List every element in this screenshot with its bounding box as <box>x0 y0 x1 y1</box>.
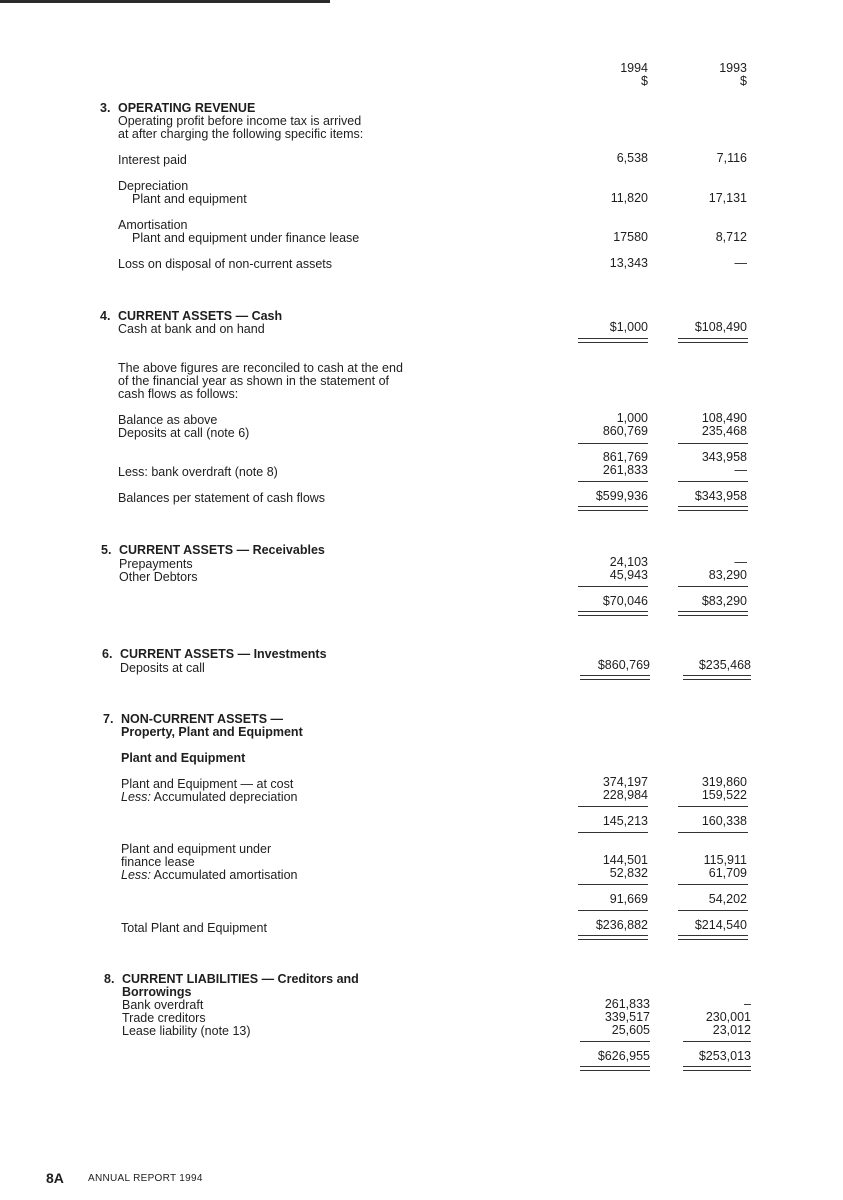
single-rule <box>578 806 648 807</box>
note-text: The above figures are reconciled to cash at the end <box>118 361 403 375</box>
line-label: Depreciation <box>118 179 189 193</box>
subtotal-1994: 91,669 <box>609 892 648 906</box>
single-rule <box>578 443 648 444</box>
label-text: Accumulated depreciation <box>150 790 298 804</box>
line-label: Interest paid <box>118 153 187 167</box>
single-rule <box>578 884 648 885</box>
note-title: NON-CURRENT ASSETS — <box>121 712 284 726</box>
single-rule <box>578 481 648 482</box>
subtotal-1994: 861,769 <box>602 450 648 464</box>
value-1994: 25,605 <box>611 1023 650 1037</box>
single-rule <box>678 481 748 482</box>
section-subheading: Plant and Equipment <box>121 751 246 765</box>
double-rule <box>683 1066 751 1071</box>
total-1994: $70,046 <box>602 594 648 608</box>
double-rule <box>683 675 751 680</box>
single-rule <box>678 884 748 885</box>
subtotal-1993: 160,338 <box>701 814 747 828</box>
line-label: Deposits at call (note 6) <box>118 426 250 440</box>
line-sublabel: Plant and equipment under finance lease <box>132 231 360 245</box>
single-rule <box>678 910 748 911</box>
value-1994: 52,832 <box>609 866 648 880</box>
value-1994: 17580 <box>613 230 648 244</box>
page-number: 8A <box>46 1170 64 1186</box>
line-label: Bank overdraft <box>122 998 204 1012</box>
line-label: Deposits at call <box>120 661 205 675</box>
note-number: 4. <box>100 309 111 323</box>
value-1993: 61,709 <box>708 866 747 880</box>
total-1993: $253,013 <box>698 1049 751 1063</box>
value-1994: 6,538 <box>616 151 648 165</box>
value-1993: 108,490 <box>701 411 747 425</box>
value-1993: 8,712 <box>715 230 747 244</box>
value-1994: 374,197 <box>602 775 648 789</box>
note-text: Operating profit before income tax is arrived <box>118 114 362 128</box>
note-number: 7. <box>103 712 114 726</box>
value-1994: 339,517 <box>604 1010 650 1024</box>
line-label: Prepayments <box>119 557 193 571</box>
line-label: Balances per statement of cash flows <box>118 491 326 505</box>
double-rule <box>578 611 648 616</box>
value-1993: 319,860 <box>701 775 747 789</box>
value-1994: 860,769 <box>602 424 648 438</box>
single-rule <box>678 586 748 587</box>
value-1993: — <box>734 555 747 569</box>
single-rule <box>578 832 648 833</box>
note-text: of the financial year as shown in the statement of <box>118 374 389 388</box>
value-1994: 261,833 <box>604 997 650 1011</box>
line-label: Less: bank overdraft (note 8) <box>118 465 278 479</box>
total-1993: $83,290 <box>701 594 747 608</box>
single-rule <box>678 832 748 833</box>
note-number: 8. <box>104 972 115 986</box>
single-rule <box>678 806 748 807</box>
column-year-1994: 1994 <box>620 61 648 75</box>
value-1993: 235,468 <box>701 424 747 438</box>
line-label: Plant and equipment under <box>121 842 272 856</box>
line-label: Plant and Equipment — at cost <box>121 777 294 791</box>
single-rule <box>578 586 648 587</box>
column-unit-1993: $ <box>740 74 747 88</box>
line-label: finance lease <box>121 855 195 869</box>
double-rule <box>578 935 648 940</box>
value-1994: 24,103 <box>609 555 648 569</box>
note-text: cash flows as follows: <box>118 387 239 401</box>
value-1994: 1,000 <box>616 411 648 425</box>
single-rule <box>578 910 648 911</box>
italic-prefix: Less: <box>121 868 151 882</box>
line-label: Trade creditors <box>122 1011 206 1025</box>
note-number: 6. <box>102 647 113 661</box>
total-1993: $343,958 <box>694 489 747 503</box>
total-1994: $860,769 <box>597 658 650 672</box>
value-1994: 144,501 <box>602 853 648 867</box>
note-title: CURRENT ASSETS — Receivables <box>119 543 325 557</box>
double-rule <box>678 506 748 511</box>
line-label: Total Plant and Equipment <box>121 921 267 935</box>
note-title: CURRENT ASSETS — Investments <box>120 647 327 661</box>
note-text: at after charging the following specific items: <box>118 127 364 141</box>
value-1993: 7,116 <box>716 151 747 165</box>
single-rule <box>683 1041 751 1042</box>
column-unit-1994: $ <box>641 74 648 88</box>
double-rule <box>580 675 650 680</box>
value-1993: 230,001 <box>705 1010 751 1024</box>
single-rule <box>580 1041 650 1042</box>
single-rule <box>678 443 748 444</box>
value-1993: 159,522 <box>701 788 747 802</box>
value-1993: — <box>734 463 747 477</box>
value-1993: 115,911 <box>703 853 747 867</box>
line-label: Other Debtors <box>119 570 198 584</box>
column-year-1993: 1993 <box>719 61 747 75</box>
line-label: Cash at bank and on hand <box>118 322 265 336</box>
value-1994: 45,943 <box>609 568 648 582</box>
value-1993: 23,012 <box>712 1023 751 1037</box>
note-title: OPERATING REVENUE <box>118 101 256 115</box>
note-number: 3. <box>100 101 111 115</box>
double-rule <box>678 935 748 940</box>
subtotal-1993: 343,958 <box>701 450 747 464</box>
note-title: CURRENT LIABILITIES — Creditors and <box>122 972 359 986</box>
total-1994: $236,882 <box>595 918 648 932</box>
double-rule <box>678 338 748 343</box>
top-edge-rule <box>0 0 330 3</box>
value-1994: 13,343 <box>609 256 648 270</box>
value-1994: 261,833 <box>602 463 648 477</box>
value-1994: 228,984 <box>602 788 648 802</box>
value-1993: $108,490 <box>694 320 747 334</box>
note-title: CURRENT ASSETS — Cash <box>118 309 283 323</box>
total-1994: $626,955 <box>597 1049 650 1063</box>
italic-prefix: Less: <box>121 790 151 804</box>
total-1994: $599,936 <box>595 489 648 503</box>
value-1994: 11,820 <box>610 191 648 205</box>
line-sublabel: Plant and equipment <box>132 192 247 206</box>
note-title: Borrowings <box>122 985 192 999</box>
line-label <box>121 869 298 882</box>
subtotal-1993: 54,202 <box>708 892 747 906</box>
note-number: 5. <box>101 543 112 557</box>
value-1994: $1,000 <box>609 320 648 334</box>
total-1993: $235,468 <box>698 658 751 672</box>
value-1993: 83,290 <box>708 568 747 582</box>
double-rule <box>678 611 748 616</box>
double-rule <box>578 338 648 343</box>
double-rule <box>580 1066 650 1071</box>
note-title: Property, Plant and Equipment <box>121 725 303 739</box>
double-rule <box>578 506 648 511</box>
value-1993: – <box>744 997 751 1011</box>
line-label: Balance as above <box>118 413 218 427</box>
value-1993: — <box>734 256 747 270</box>
line-label: Amortisation <box>118 218 188 232</box>
value-1993: 17,131 <box>708 191 747 205</box>
line-label: Lease liability (note 13) <box>122 1024 251 1038</box>
total-1993: $214,540 <box>694 918 747 932</box>
line-label <box>121 791 298 804</box>
footer-title: ANNUAL REPORT 1994 <box>88 1173 203 1184</box>
line-label: Loss on disposal of non-current assets <box>118 257 333 271</box>
subtotal-1994: 145,213 <box>602 814 648 828</box>
label-text: Accumulated amortisation <box>150 868 298 882</box>
